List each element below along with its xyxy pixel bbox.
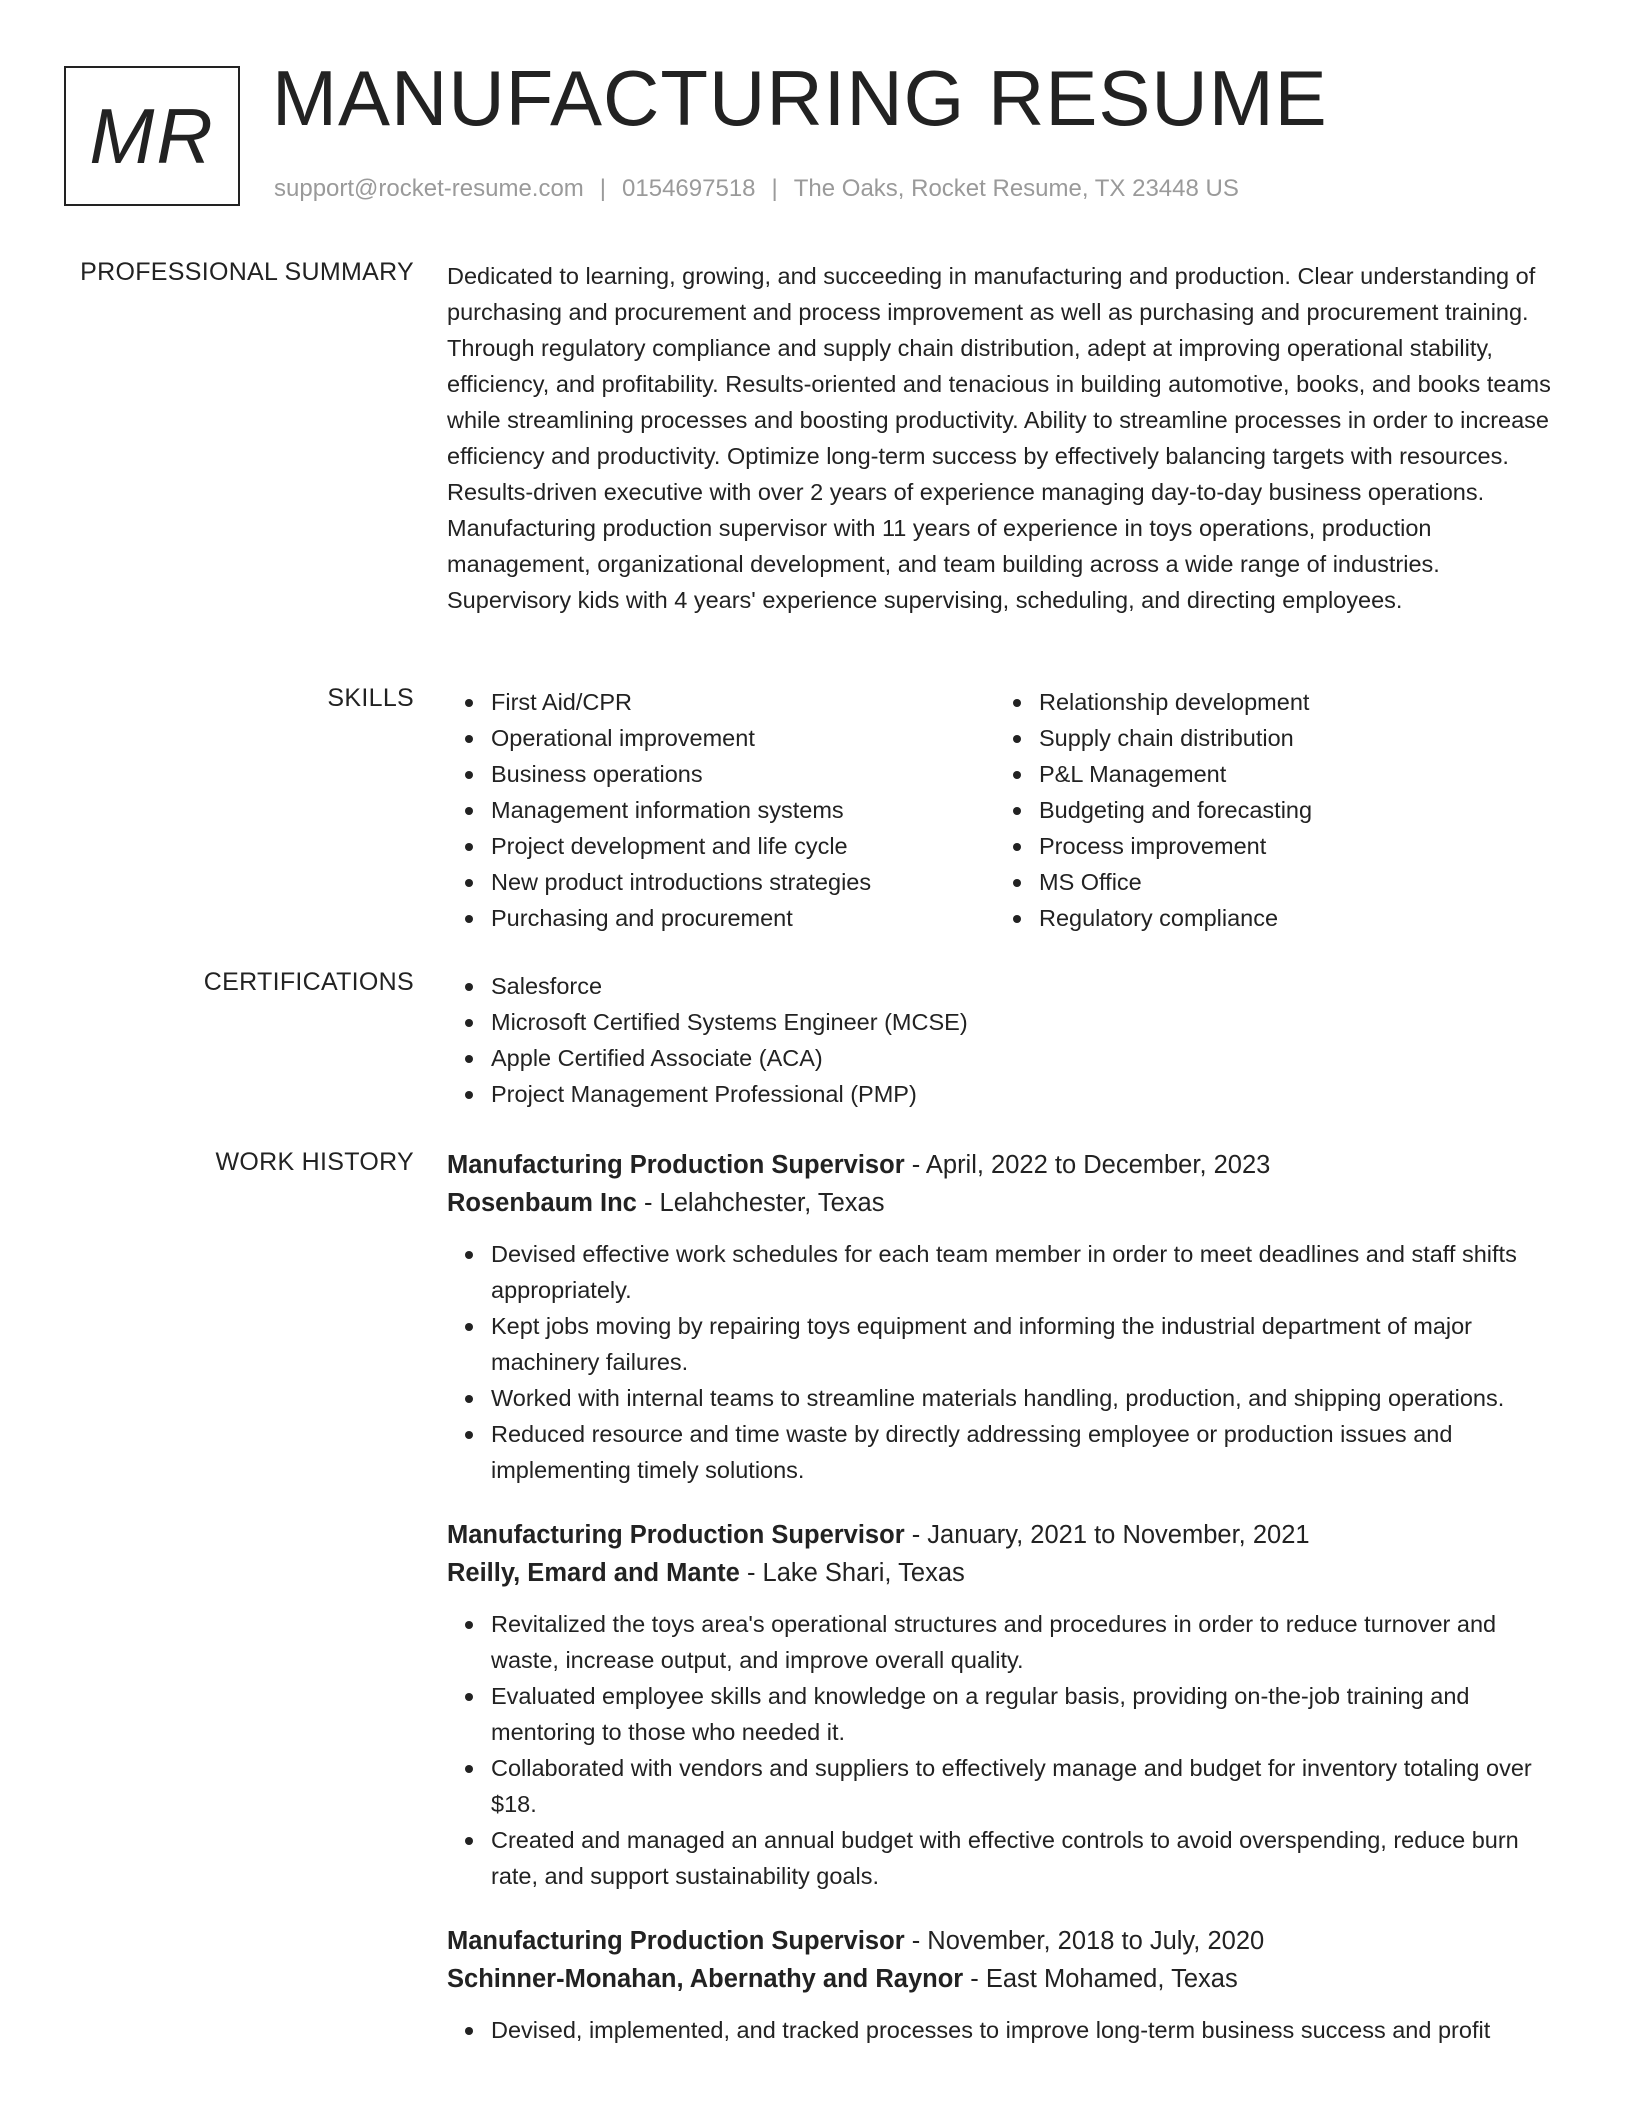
- monogram-box: [64, 66, 240, 206]
- skills-grid: [447, 684, 1559, 936]
- certification-item: Apple Certified Associate (ACA): [447, 1040, 1559, 1076]
- skill-item: First Aid/CPR: [447, 684, 995, 720]
- job-bullet: Revitalized the toys area's operational structures and procedures in order to reduce turnover and waste, increase output, and improve overall quality.: [447, 1606, 1559, 1678]
- certifications-heading: CERTIFICATIONS: [203, 968, 414, 996]
- job-entry: [447, 1922, 1559, 2048]
- skill-item: Budgeting and forecasting: [995, 792, 1543, 828]
- skill-item: Relationship development: [995, 684, 1543, 720]
- job-title: Manufacturing Production Supervisor: [447, 1927, 905, 1955]
- job-company-line: [447, 1960, 1559, 1998]
- contact-email[interactable]: support@rocket-resume.com: [274, 175, 584, 202]
- job-location: - Lelahchester, Texas: [636, 1189, 885, 1217]
- skill-item: Supply chain distribution: [995, 720, 1543, 756]
- job-dates: - November, 2018 to July, 2020: [904, 1927, 1265, 1955]
- job-dates: - January, 2021 to November, 2021: [904, 1521, 1310, 1549]
- certification-item: Project Management Professional (PMP): [447, 1076, 1559, 1112]
- job-title-line: [447, 1146, 1559, 1184]
- job-location: - Lake Shari, Texas: [739, 1559, 965, 1587]
- skill-item: MS Office: [995, 864, 1543, 900]
- job-title: Manufacturing Production Supervisor: [447, 1521, 905, 1549]
- job-bullet: Worked with internal teams to streamline materials handling, production, and shipping operations.: [447, 1380, 1559, 1416]
- contact-line: [274, 175, 1239, 203]
- summary-section: [447, 258, 1559, 618]
- skill-item: Management information systems: [447, 792, 995, 828]
- job-company: Rosenbaum Inc: [447, 1189, 637, 1217]
- summary-heading: PROFESSIONAL SUMMARY: [80, 258, 414, 286]
- contact-phone[interactable]: 0154697518: [622, 175, 756, 202]
- contact-separator: |: [771, 175, 778, 202]
- job-bullets: [447, 2012, 1559, 2048]
- job-company: Reilly, Emard and Mante: [447, 1559, 740, 1587]
- work-history-heading: WORK HISTORY: [215, 1148, 414, 1176]
- summary-text: Dedicated to learning, growing, and succeeding in manufacturing and production. Clear understanding of purchasing and procurement and process improvement as well as purchasing and procurement training. Through regulatory compliance and supply chain distribution, adept at improving operational stability, efficiency, and profitability. Results-oriented and tenacious in building automotive, books, and books teams while streamlining processes and boosting productivity. Ability to streamline processes in order to increase efficiency and productivity. Optimize long-term success by effectively balancing targets with resources. Results-driven executive with over 2 years of experience managing day-to-day business operations. Manufacturing production supervisor with 11 years of experience in toys operations, production management, organizational development, and team building across a wide range of industries. Supervisory kids with 4 years' experience supervising, scheduling, and directing employees.: [447, 263, 1551, 613]
- skills-heading: SKILLS: [327, 684, 414, 712]
- certifications-list: [447, 968, 1559, 1112]
- skills-list-left: [447, 684, 995, 936]
- job-bullet: Kept jobs moving by repairing toys equipment and informing the industrial department of major machinery failures.: [447, 1308, 1559, 1380]
- job-bullet: Collaborated with vendors and suppliers to effectively manage and budget for inventory totaling over $18.: [447, 1750, 1559, 1822]
- skills-list-right: [995, 684, 1543, 936]
- contact-address: The Oaks, Rocket Resume, TX 23448 US: [793, 175, 1239, 202]
- skill-item: P&L Management: [995, 756, 1543, 792]
- job-entry: [447, 1516, 1559, 1894]
- skill-item: Project development and life cycle: [447, 828, 995, 864]
- skill-item: Regulatory compliance: [995, 900, 1543, 936]
- monogram-initials: MR: [89, 92, 215, 180]
- job-title: Manufacturing Production Supervisor: [447, 1151, 905, 1179]
- skill-item: Business operations: [447, 756, 995, 792]
- job-bullet: Evaluated employee skills and knowledge on a regular basis, providing on-the-job training and mentoring to those who needed it.: [447, 1678, 1559, 1750]
- certifications-section: [447, 968, 1559, 1112]
- work-history-section: [447, 1146, 1559, 2076]
- job-bullet: Created and managed an annual budget with effective controls to avoid overspending, reduce burn rate, and support sustainability goals.: [447, 1822, 1559, 1894]
- job-company: Schinner-Monahan, Abernathy and Raynor: [447, 1965, 964, 1993]
- job-bullet: Devised effective work schedules for each team member in order to meet deadlines and staff shifts appropriately.: [447, 1236, 1559, 1308]
- job-location: - East Mohamed, Texas: [963, 1965, 1238, 1993]
- job-company-line: [447, 1184, 1559, 1222]
- job-entry: [447, 1146, 1559, 1488]
- certification-item: Microsoft Certified Systems Engineer (MCSE): [447, 1004, 1559, 1040]
- job-title-line: [447, 1516, 1559, 1554]
- contact-separator: |: [599, 175, 607, 202]
- skill-item: Process improvement: [995, 828, 1543, 864]
- skill-item: New product introductions strategies: [447, 864, 995, 900]
- skill-item: Operational improvement: [447, 720, 995, 756]
- job-title-line: [447, 1922, 1559, 1960]
- job-bullets: [447, 1236, 1559, 1488]
- skills-section: [447, 684, 1559, 936]
- job-dates: - April, 2022 to December, 2023: [904, 1151, 1271, 1179]
- job-company-line: [447, 1554, 1559, 1592]
- job-bullet: Devised, implemented, and tracked processes to improve long-term business success and profit: [447, 2012, 1559, 2048]
- resume-name: MANUFACTURING RESUME: [272, 54, 1328, 142]
- job-bullets: [447, 1606, 1559, 1894]
- certification-item: Salesforce: [447, 968, 1559, 1004]
- skill-item: Purchasing and procurement: [447, 900, 995, 936]
- job-bullet: Reduced resource and time waste by directly addressing employee or production issues and implementing timely solutions.: [447, 1416, 1559, 1488]
